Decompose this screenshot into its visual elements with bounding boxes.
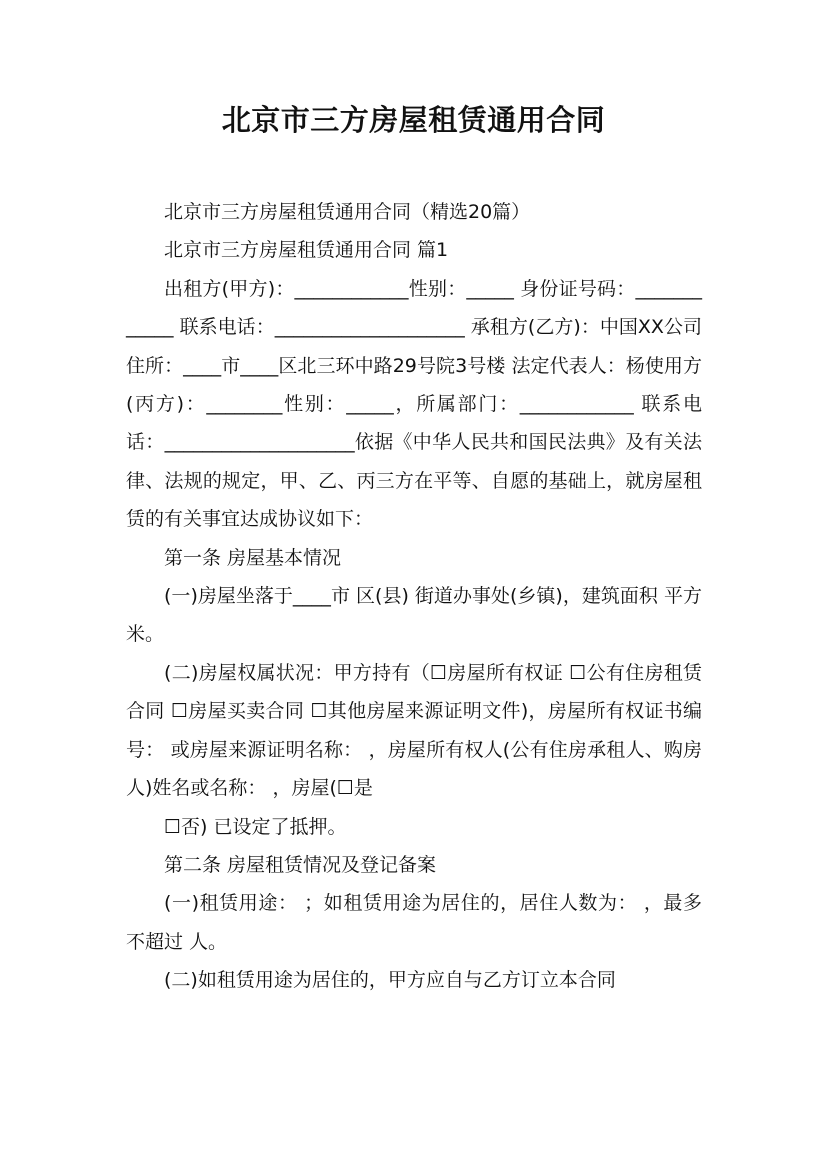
paragraph-heading: 北京市三方房屋租赁通用合同 篇1: [164, 239, 449, 262]
paragraph-location: (一)房屋坐落于____市 区(县) 街道办事处(乡镇)，建筑面积 平方米。: [126, 585, 702, 646]
document-body: [126, 193, 702, 1000]
paragraph-article-2: 第二条 房屋租赁情况及登记备案: [164, 853, 437, 876]
paragraph-article-1: 第一条 房屋基本情况: [164, 546, 342, 569]
paragraph-residence: (二)如租赁用途为居住的，甲方应自与乙方订立本合同: [164, 969, 616, 992]
paragraph-usage: (一)租赁用途： ；如租赁用途为居住的，居住人数为： ，最多不超过 人。: [126, 892, 702, 953]
paragraph-ownership: (二)房屋权属状况：甲方持有（☐房屋所有权证 ☐公有住房租赁合同 ☐房屋买卖合同 ☐其他房屋来源证明文件)，房屋所有权证书编号： 或房屋来源证明名称： ，房屋所有权人(公有住房承租人、购房人)姓名或名称： ，房屋(☐是: [126, 661, 702, 800]
document-title: 北京市三方房屋租赁通用合同: [221, 103, 606, 137]
paragraph-parties: 出租方(甲方)：____________性别：_____ 身份证号码：____________ 联系电话：____________________ 承租方(乙方)：中国XX公司 住所：____市____区北三环中路29号院3号楼 法定代表人：杨使用方(丙方)：________性别：_____，所属部门：____________ 联系电话：____________________依据《中华人民共和国民法典》及有关法律、法规的规定，甲、乙、丙三方在平等、自愿的基础上，就房屋租赁的有关事宜达成协议如下：: [126, 277, 702, 531]
paragraph-mortgage: ☐否) 已设定了抵押。: [164, 815, 347, 838]
paragraph-subtitle: 北京市三方房屋租赁通用合同（精选20篇）: [164, 201, 531, 223]
